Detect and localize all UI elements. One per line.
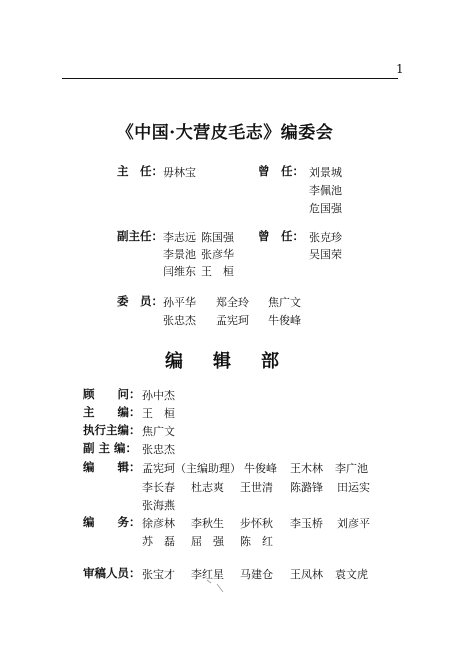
scan-speck <box>205 578 229 596</box>
editor-name: 王木林 <box>290 462 323 475</box>
member-name: 孙平华 <box>163 296 196 309</box>
affairs-name: 徐彦林 <box>142 517 175 530</box>
reviewer-name: 马建仓 <box>240 568 273 581</box>
advisor-role: 顾 问： <box>83 387 141 401</box>
page-number: 1 <box>396 62 404 76</box>
executive-editor-role: 执行主编： <box>83 423 141 437</box>
deputy-director-name: 陈国强 <box>201 231 234 244</box>
former-deputy-role: 曾 任： <box>258 229 304 243</box>
chief-editor-role: 主 编： <box>83 405 141 419</box>
former-deputy-name: 吴国荣 <box>309 248 342 261</box>
affairs-name: 步怀秋 <box>240 517 273 530</box>
director-name: 毋林宝 <box>163 166 196 179</box>
former-deputy-name: 张克珍 <box>309 231 342 244</box>
editor-name: 孟宪珂（主编助理） <box>142 462 241 475</box>
editor-name: 杜志爽 <box>191 481 224 494</box>
executive-editor-name: 焦广文 <box>142 425 175 438</box>
deputy-editor-role: 副 主 编： <box>83 441 138 455</box>
former-director-name: 刘景城 <box>309 166 342 179</box>
affairs-name: 陈 红 <box>240 535 273 548</box>
editors-role: 编 辑： <box>83 460 141 474</box>
deputy-director-name: 王 桓 <box>201 265 234 278</box>
deputy-editor-name: 张忠杰 <box>142 443 175 456</box>
deputy-director-name: 张彦华 <box>201 248 234 261</box>
editor-name: 张海燕 <box>142 499 175 512</box>
affairs-name: 屈 强 <box>191 535 224 548</box>
editor-name: 田运实 <box>337 481 370 494</box>
member-name: 焦广文 <box>268 296 301 309</box>
editor-name: 王世清 <box>240 481 273 494</box>
affairs-name: 李秋生 <box>191 517 224 530</box>
editor-name: 陈潞锋 <box>290 481 323 494</box>
advisor-name: 孙中杰 <box>142 389 175 402</box>
members-role: 委 员： <box>117 294 163 308</box>
former-director-name: 危国强 <box>309 202 342 215</box>
deputy-director-name: 闫维东 <box>163 265 196 278</box>
deputy-director-name: 李景池 <box>163 248 196 261</box>
editor-name: 牛俊峰 <box>244 462 277 475</box>
reviewer-name: 李红星 <box>191 568 224 581</box>
deputy-director-name: 李志远 <box>163 231 196 244</box>
member-name: 张忠杰 <box>163 314 196 327</box>
deputy-director-role: 副主任： <box>117 229 163 243</box>
editorial-heading: 编 辑 部 <box>165 351 285 372</box>
member-name: 牛俊峰 <box>268 314 301 327</box>
editor-name: 李广池 <box>335 462 368 475</box>
chief-editor-name: 王 桓 <box>142 407 175 420</box>
former-director-role: 曾 任： <box>258 164 304 178</box>
member-name: 孟宪珂 <box>216 314 249 327</box>
reviewer-name: 张宝才 <box>142 568 175 581</box>
reviewer-name: 王凤林 <box>290 568 323 581</box>
editor-name: 李长春 <box>142 481 175 494</box>
affairs-name: 李玉桥 <box>290 517 323 530</box>
header-rule <box>62 78 398 79</box>
affairs-role: 编 务： <box>83 515 141 529</box>
affairs-name: 刘彦平 <box>337 517 370 530</box>
director-role: 主 任： <box>117 164 163 178</box>
affairs-name: 苏 磊 <box>142 535 175 548</box>
reviewer-name: 袁文虎 <box>335 568 368 581</box>
reviewers-role: 审稿人员： <box>83 566 141 580</box>
committee-title: 《中国·大营皮毛志》编委会 <box>116 123 334 143</box>
former-director-name: 李佩池 <box>309 184 342 197</box>
member-name: 郑全玲 <box>216 296 249 309</box>
